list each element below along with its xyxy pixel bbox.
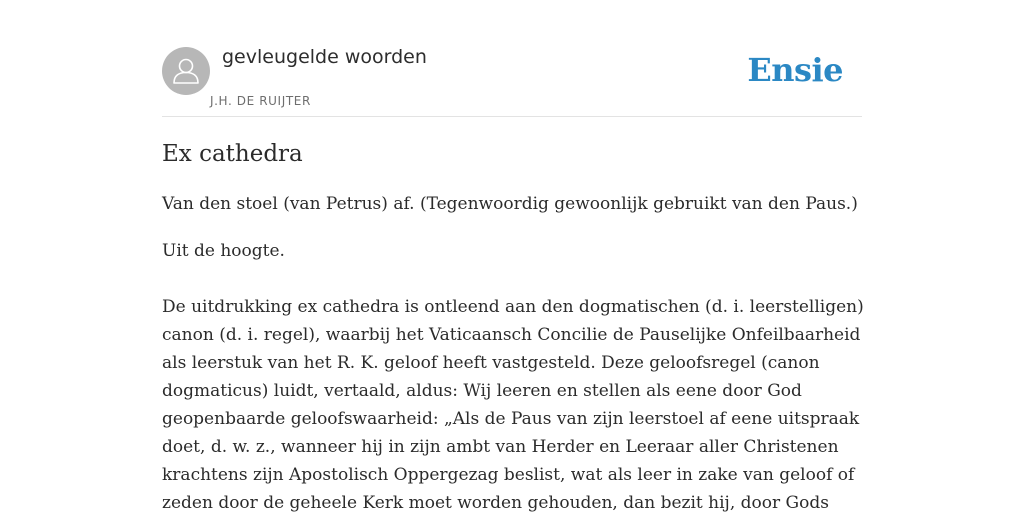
- book-title[interactable]: gevleugelde woorden: [222, 46, 427, 68]
- entry-title: Ex cathedra: [162, 141, 303, 167]
- body-line: dogmaticus) luidt, vertaald, aldus: Wij leeren en stellen als eene door God: [162, 381, 802, 401]
- article: [162, 138, 862, 512]
- author-name[interactable]: J.H. DE RUIJTER: [210, 94, 311, 108]
- entry-body: [162, 293, 862, 512]
- brand-logo[interactable]: Ensie: [747, 51, 843, 89]
- avatar[interactable]: [162, 47, 210, 95]
- body-line: als leerstuk van het R. K. geloof heeft vastgesteld. Deze geloofsregel (canon: [162, 353, 820, 373]
- body-line: krachtens zijn Apostolisch Oppergezag beslist, wat als leer in zake van geloof of: [162, 465, 855, 485]
- body-line: doet, d. w. z., wanneer hij in zijn ambt van Herder en Leeraar aller Christenen: [162, 437, 839, 457]
- entry-meaning: Uit de hoogte.: [162, 241, 285, 261]
- header: [162, 44, 862, 117]
- body-line: zeden door de geheele Kerk moet worden gehouden, dan bezit hij, door Gods: [162, 493, 829, 512]
- body-line: geopenbaarde geloofswaarheid: „Als de Paus van zijn leerstoel af eene uitspraak: [162, 409, 860, 429]
- body-line: De uitdrukking ex cathedra is ontleend aan den dogmatischen (d. i. leerstelligen): [162, 297, 864, 317]
- body-line: canon (d. i. regel), waarbij het Vaticaansch Concilie de Pauselijke Onfeilbaarheid: [162, 325, 861, 345]
- entry-definition: Van den stoel (van Petrus) af. (Tegenwoordig gewoonlijk gebruikt van den Paus.): [162, 194, 858, 214]
- user-outline-icon: [162, 47, 210, 95]
